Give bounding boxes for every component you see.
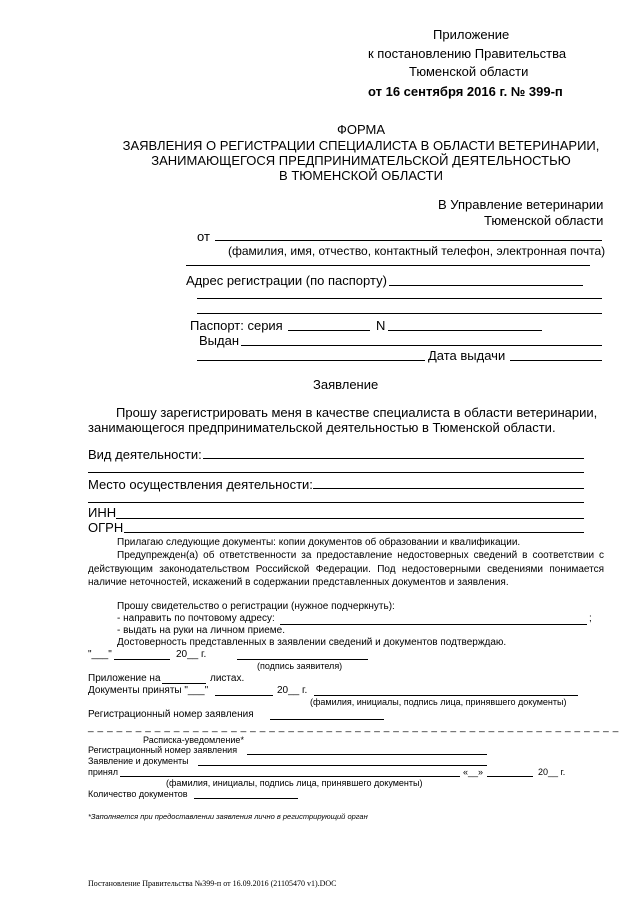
reg-number-label: Регистрационный номер заявления (88, 709, 254, 720)
issued-by-field[interactable] (241, 345, 602, 346)
footnote: *Заполняется при предоставлении заявления лично в регистрирующий орган (88, 812, 368, 821)
form-title: ФОРМА (336, 122, 386, 137)
ogrn-label: ОГРН (88, 520, 124, 535)
resolution-date-number: от 16 сентября 2016 г. № 399-п (368, 84, 563, 99)
activity-type-label: Вид деятельности: (88, 447, 202, 462)
receipt-count-label: Количество документов (88, 789, 188, 799)
receipt-docs-field[interactable] (198, 765, 487, 766)
receipt-month-field[interactable] (487, 776, 533, 777)
inn-label: ИНН (88, 505, 117, 520)
addressee-line2: Тюменской области (484, 213, 604, 228)
attachments-text: Прилагаю следующие документы: копии документов об образовании и квалификации. (117, 537, 521, 548)
passport-series-label: Паспорт: серия (190, 318, 283, 333)
sheets-label: листах. (210, 673, 245, 684)
signature-year: 20__ г. (176, 649, 207, 660)
receipt-reg-number-field[interactable] (247, 754, 487, 755)
accepted-by-hint: (фамилия, инициалы, подпись лица, принявшего документы) (310, 697, 567, 707)
issue-date-field[interactable] (510, 360, 602, 361)
form-title-line2: ЗАЯВЛЕНИЯ О РЕГИСТРАЦИИ СПЕЦИАЛИСТА В ОБЛАСТИ ВЕТЕРИНАРИИ, (122, 138, 600, 153)
accepted-date-label: Документы приняты "___" (88, 685, 209, 696)
passport-number-label: N (376, 318, 386, 333)
form-title-line4: В ТЮМЕНСКОЙ ОБЛАСТИ (279, 168, 443, 183)
receipt-accepted-label: принял (88, 767, 119, 777)
from-label: от (197, 229, 210, 244)
activity-place-field[interactable] (313, 488, 584, 489)
activity-type-field-line2[interactable] (88, 472, 584, 473)
accepted-month-field[interactable] (215, 695, 273, 696)
applicant-extra-field[interactable] (186, 265, 590, 266)
address-label: Адрес регистрации (по паспорту) (186, 273, 387, 288)
receipt-count-field[interactable] (194, 798, 298, 799)
accepted-by-field[interactable] (314, 695, 578, 696)
applicant-name-field[interactable] (215, 240, 602, 241)
applicant-signature-field[interactable] (237, 659, 368, 660)
receipt-accepted-hint: (фамилия, инициалы, подпись лица, принявшего документы) (166, 778, 423, 788)
statement-text-line1: Прошу зарегистрировать меня в качестве специалиста в области ветеринарии, (116, 405, 598, 420)
attached-sheets-field[interactable] (162, 683, 206, 684)
region-name: Тюменской области (409, 64, 529, 79)
option-mail-end: ; (589, 613, 592, 624)
signature-hint: (подпись заявителя) (257, 661, 343, 671)
receipt-reg-number-label: Регистрационный номер заявления (88, 745, 238, 755)
address-field[interactable] (389, 285, 583, 286)
passport-number-field[interactable] (388, 330, 542, 331)
resolution-reference: к постановлению Правительства (368, 46, 567, 61)
activity-type-field[interactable] (203, 458, 584, 459)
option-hand: - выдать на руки на личном приеме. (117, 625, 285, 636)
certificate-request: Прошу свидетельство о регистрации (нужное подчеркнуть): (117, 601, 395, 612)
receipt-title: Расписка-уведомление* (143, 735, 244, 745)
receipt-docs-label: Заявление и документы (88, 756, 189, 766)
ogrn-field[interactable] (124, 532, 584, 533)
mail-address-field[interactable] (280, 624, 587, 625)
confirm-text: Достоверность представленных в заявлении сведений и документов подтверждаю. (117, 637, 507, 648)
passport-series-field[interactable] (288, 330, 370, 331)
addressee-line1: В Управление ветеринарии (438, 197, 604, 212)
receipt-accepted-field[interactable] (120, 776, 460, 777)
signature-month-field[interactable] (114, 659, 170, 660)
applicant-name-hint: (фамилия, имя, отчество, контактный телефон, электронная почта) (228, 244, 606, 258)
signature-day: "___" (88, 649, 112, 660)
address-field-line2[interactable] (197, 298, 602, 299)
statement-text-line2: занимающегося предпринимательской деятельностью в Тюменской области. (88, 420, 556, 435)
address-field-line3[interactable] (197, 313, 602, 314)
form-title-line3: ЗАНИМАЮЩЕГОСЯ ПРЕДПРИНИМАТЕЛЬСКОЙ ДЕЯТЕЛЬНОСТЬЮ (151, 153, 571, 168)
accepted-year: 20__ г. (277, 685, 308, 696)
document-footer: Постановление Правительства №399-п от 16.09.2016 (21105470 v1).DOC (88, 879, 337, 888)
inn-field[interactable] (116, 518, 584, 519)
warning-text: Предупрежден(а) об ответственности за предоставление недостоверных сведений в соответствии с действующим законодательством Российской Федерации. Под недостоверными сведениями понимается наличие неточностей, искажений в содержании представленных документов и заявления. (88, 550, 604, 588)
receipt-day: «__» (463, 767, 484, 777)
annex-title: Приложение (433, 27, 510, 42)
issued-by-field-line2[interactable] (197, 360, 425, 361)
issue-date-label: Дата выдачи (428, 348, 506, 363)
reg-number-field[interactable] (270, 719, 384, 720)
statement-heading: Заявление (313, 377, 379, 392)
attached-sheets-label: Приложение на (88, 673, 161, 684)
activity-place-field-line2[interactable] (88, 502, 584, 503)
receipt-year: 20__ г. (538, 767, 566, 777)
cut-line: _ _ _ _ _ _ _ _ _ _ _ _ _ _ _ _ _ _ _ _ _ _ _ _ _ _ _ _ _ _ _ _ _ _ _ _ _ _ _ _ _ _ _ _ _ _ _ _ _ _ _ _ _ _ _ _ (88, 722, 619, 733)
issued-by-label: Выдан (199, 333, 240, 348)
option-mail: - направить по почтовому адресу: (117, 613, 275, 624)
activity-place-label: Место осуществления деятельности: (88, 477, 313, 492)
